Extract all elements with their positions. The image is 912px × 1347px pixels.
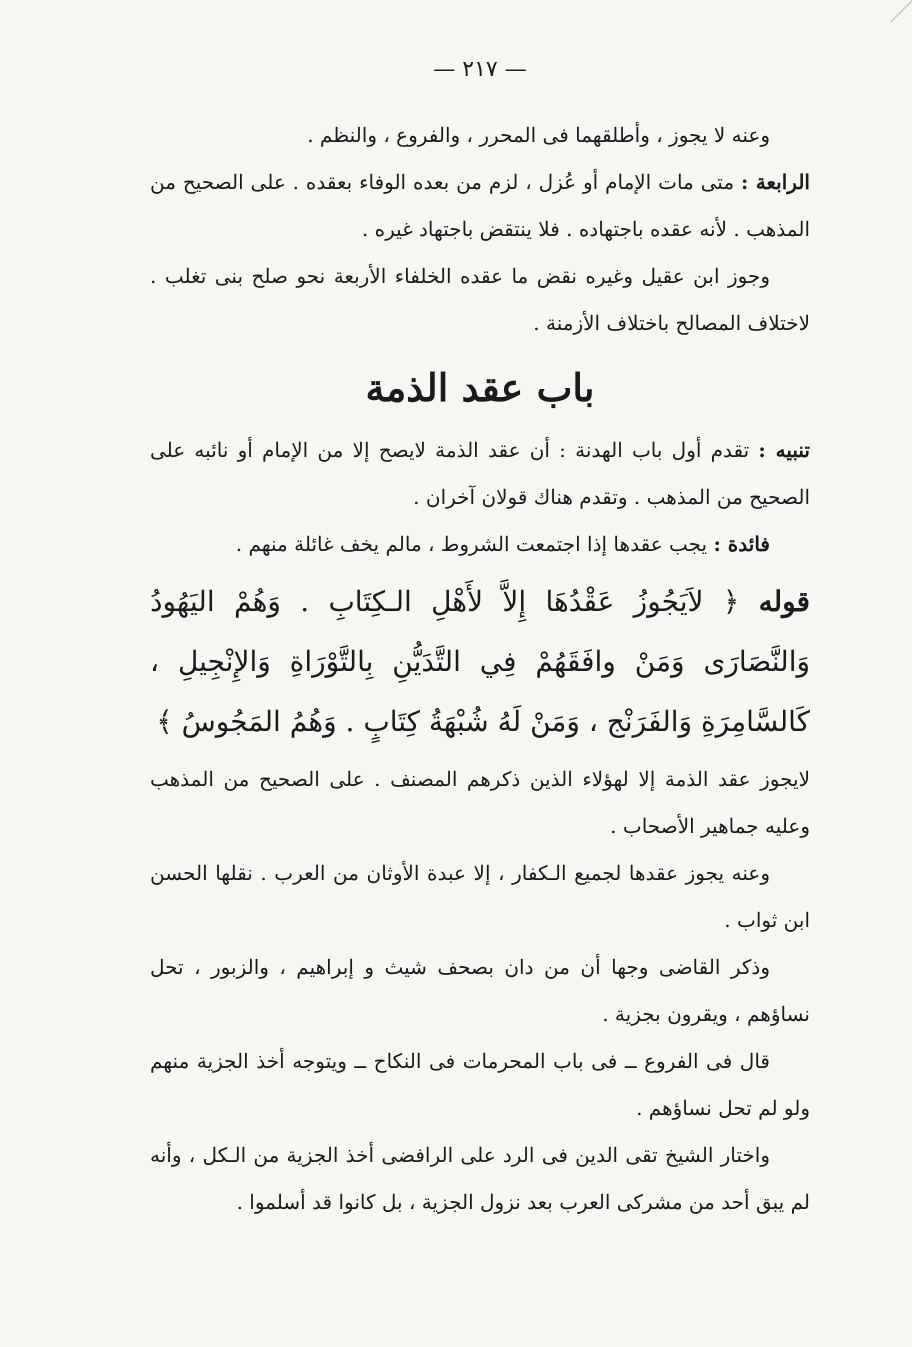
corner-scan-mark (891, 0, 912, 43)
commentary-paragraph-2 (150, 850, 810, 944)
matn-quote (150, 572, 810, 752)
matn-lead: قوله (758, 585, 810, 618)
faida-paragraph (150, 521, 810, 568)
matn-text: ﴿ لاَيَجُوزُ عَقْدُهَا إِلاَّ لأَهْلِ الـكِتَابِ . وَهُمْ اليَهُودُ وَالنَّصَارَى وَمَنْ وافَقَهُمْ فِي التَّدَيُّنِ بِالتَّوْرَاةِ وَالإِنْجِيلِ ، كَالسَّامِرَةِ وَالفَرَنْج ، وَمَنْ لَهُ شُبْهَةُ كِتَابٍ . وَهُمُ المَجُوسُ ﴾ (150, 585, 810, 738)
commentary-paragraph-3-text: وذكر القاضى وجها أن من دان بصحف شيث و إبراهيم ، والزبور ، تحل نساؤهم ، ويقرون بجزية . (150, 955, 810, 1026)
faida-lead: فائدة : (713, 532, 770, 556)
tanbih-paragraph (150, 427, 810, 521)
section-middle (150, 427, 810, 568)
faida-text: يجب عقدها إذا اجتمعت الشروط ، مالم يخف غائلة منهم . (235, 532, 714, 556)
paragraph-3-text: وجوز ابن عقيل وغيره نقض ما عقده الخلفاء الأربعة نحو صلح بنى تغلب . لاختلاف المصالح باختلاف الأزمنة . (150, 264, 810, 335)
paragraph-1 (150, 112, 810, 159)
paragraph-2-lead: الرابعة : (740, 170, 810, 194)
tanbih-text: تقدم أول باب الهدنة : أن عقد الذمة لايصح إلا من الإمام أو نائبه على الصحيح من المذهب . وتقدم هناك قولان آخران . (150, 438, 810, 509)
book-page (150, 50, 810, 1226)
section-before (150, 112, 810, 347)
commentary-paragraph-1 (150, 756, 810, 850)
tanbih-lead: تنبيه : (758, 438, 810, 462)
commentary-paragraph-3 (150, 944, 810, 1038)
paragraph-2-text: متى مات الإمام أو عُزل ، لزم من بعده الوفاء بعقده . على الصحيح من المذهب . لأنه عقده باجتهاده . فلا ينتقض باجتهاد غيره . (150, 170, 810, 241)
commentary-paragraph-1-text: لايجوز عقد الذمة إلا لهؤلاء الذين ذكرهم المصنف . على الصحيح من المذهب وعليه جماهير الأصحاب . (150, 767, 810, 838)
paragraph-2 (150, 159, 810, 253)
page-number: — ٢١٧ — (433, 57, 527, 82)
commentary-paragraph-4-text: قال فى الفروع ــ فى باب المحرمات فى النكاح ــ ويتوجه أخذ الجزية منهم ولو لم تحل نساؤهم . (150, 1049, 810, 1120)
section-after (150, 756, 810, 1226)
commentary-paragraph-5-text: واختار الشيخ تقى الدين فى الرد على الرافضى أخذ الجزية من الـكل ، وأنه لم يبق أحد من مشركى العرب بعد نزول الجزية ، بل كانوا قد أسلموا . (150, 1143, 810, 1214)
commentary-paragraph-2-text: وعنه يجوز عقدها لجميع الـكفار ، إلا عبدة الأوثان من العرب . نقلها الحسن ابن ثواب . (150, 861, 810, 932)
paragraph-1-text: وعنه لا يجوز ، وأطلقهما فى المحرر ، والفروع ، والنظم . (307, 123, 770, 147)
commentary-paragraph-4 (150, 1038, 810, 1132)
paragraph-3 (150, 253, 810, 347)
chapter-title: باب عقد الذمة (365, 365, 595, 410)
commentary-paragraph-5 (150, 1132, 810, 1226)
